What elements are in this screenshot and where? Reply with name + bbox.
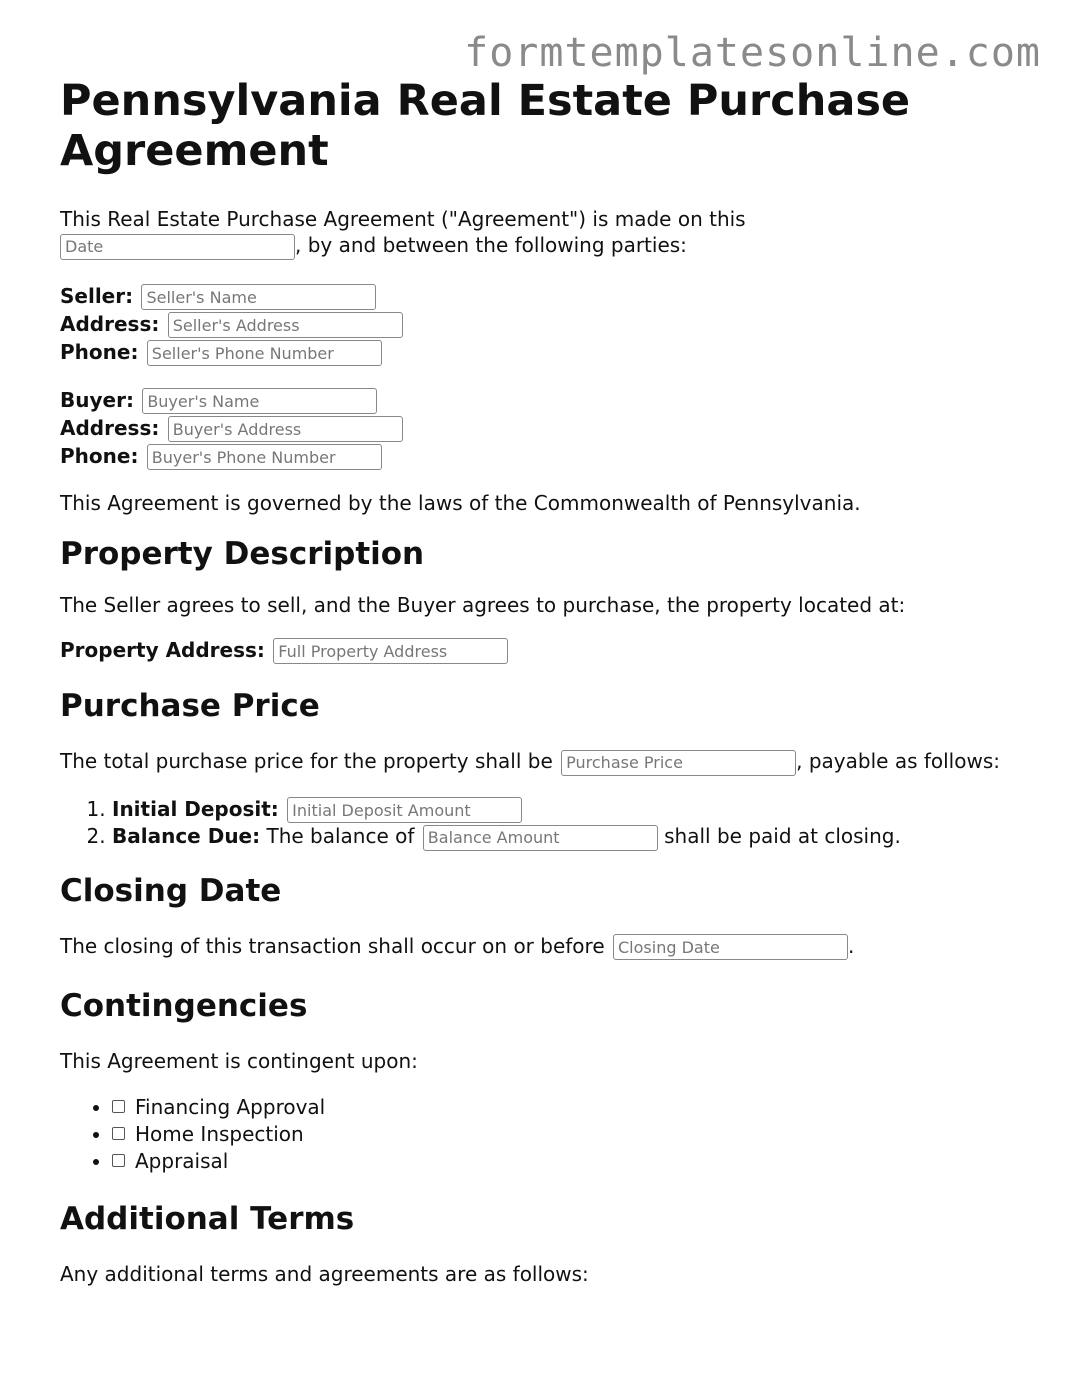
closing-date-heading: Closing Date [60, 872, 282, 909]
list-item-balance [112, 823, 1020, 851]
price-text-before: The total purchase price for the property shall be [60, 749, 553, 773]
payment-list [60, 796, 1020, 851]
deposit-label: Initial Deposit: [112, 796, 279, 821]
appraisal-label: Appraisal [135, 1149, 229, 1173]
agreement-date-input[interactable] [60, 234, 295, 260]
property-address-row [60, 637, 1020, 665]
property-text: The Seller agrees to sell, and the Buyer agrees to purchase, the property located at: [60, 592, 906, 617]
buyer-block [60, 386, 1020, 470]
contingencies-heading: Contingencies [60, 988, 308, 1024]
seller-name-input[interactable] [141, 284, 376, 310]
list-item-inspection [112, 1121, 1020, 1148]
document-page [60, 76, 1020, 1287]
financing-label: Financing Approval [135, 1095, 326, 1119]
seller-block [60, 282, 1020, 366]
seller-address-label: Address: [60, 311, 160, 336]
initial-deposit-input[interactable] [287, 797, 522, 823]
balance-amount-input[interactable] [423, 825, 658, 851]
document-title: Pennsylvania Real Estate Purchase Agreement [60, 76, 911, 176]
inspection-label: Home Inspection [135, 1122, 304, 1146]
buyer-address-input[interactable] [168, 416, 403, 442]
watermark: formtemplatesonline.com [464, 30, 1041, 76]
intro-paragraph [60, 206, 1020, 260]
list-item-financing [112, 1094, 1020, 1121]
buyer-name-label: Buyer: [60, 387, 134, 412]
seller-address-input[interactable] [168, 312, 403, 338]
seller-phone-label: Phone: [60, 339, 139, 364]
buyer-phone-input[interactable] [147, 444, 382, 470]
list-item-deposit [112, 796, 1020, 824]
appraisal-checkbox[interactable] [112, 1154, 125, 1167]
intro-text-after: , by and between the following parties: [295, 233, 687, 257]
closing-text-after: . [848, 933, 855, 958]
balance-text-before: The balance of [266, 824, 415, 848]
buyer-address-label: Address: [60, 415, 160, 440]
property-heading: Property Description [60, 535, 425, 572]
buyer-name-input[interactable] [142, 388, 377, 414]
additional-terms-text: Any additional terms and agreements are as follows: [60, 1262, 589, 1286]
closing-date-input[interactable] [613, 934, 848, 960]
contingencies-text: This Agreement is contingent upon: [60, 1049, 418, 1073]
buyer-phone-label: Phone: [60, 443, 139, 468]
contingencies-list [60, 1094, 1020, 1175]
purchase-price-input[interactable] [561, 750, 796, 776]
closing-text-before: The closing of this transaction shall occur on or before [60, 933, 605, 958]
governing-law-text: This Agreement is governed by the laws of the Commonwealth of Pennsylvania. [60, 490, 861, 515]
purchase-price-heading: Purchase Price [60, 688, 320, 724]
financing-checkbox[interactable] [112, 1100, 125, 1113]
property-address-label: Property Address: [60, 637, 265, 662]
closing-paragraph [60, 933, 1020, 961]
additional-terms-heading: Additional Terms [60, 1201, 355, 1237]
property-address-input[interactable] [273, 638, 508, 664]
balance-label: Balance Due: [112, 824, 261, 848]
seller-name-label: Seller: [60, 283, 134, 308]
seller-phone-input[interactable] [147, 340, 382, 366]
intro-text-before: This Real Estate Purchase Agreement ("Agreement") is made on this [60, 207, 746, 231]
list-item-appraisal [112, 1148, 1020, 1175]
inspection-checkbox[interactable] [112, 1127, 125, 1140]
price-text-after: , payable as follows: [796, 749, 1000, 773]
balance-text-after: shall be paid at closing. [664, 824, 901, 848]
purchase-price-paragraph [60, 748, 1020, 776]
